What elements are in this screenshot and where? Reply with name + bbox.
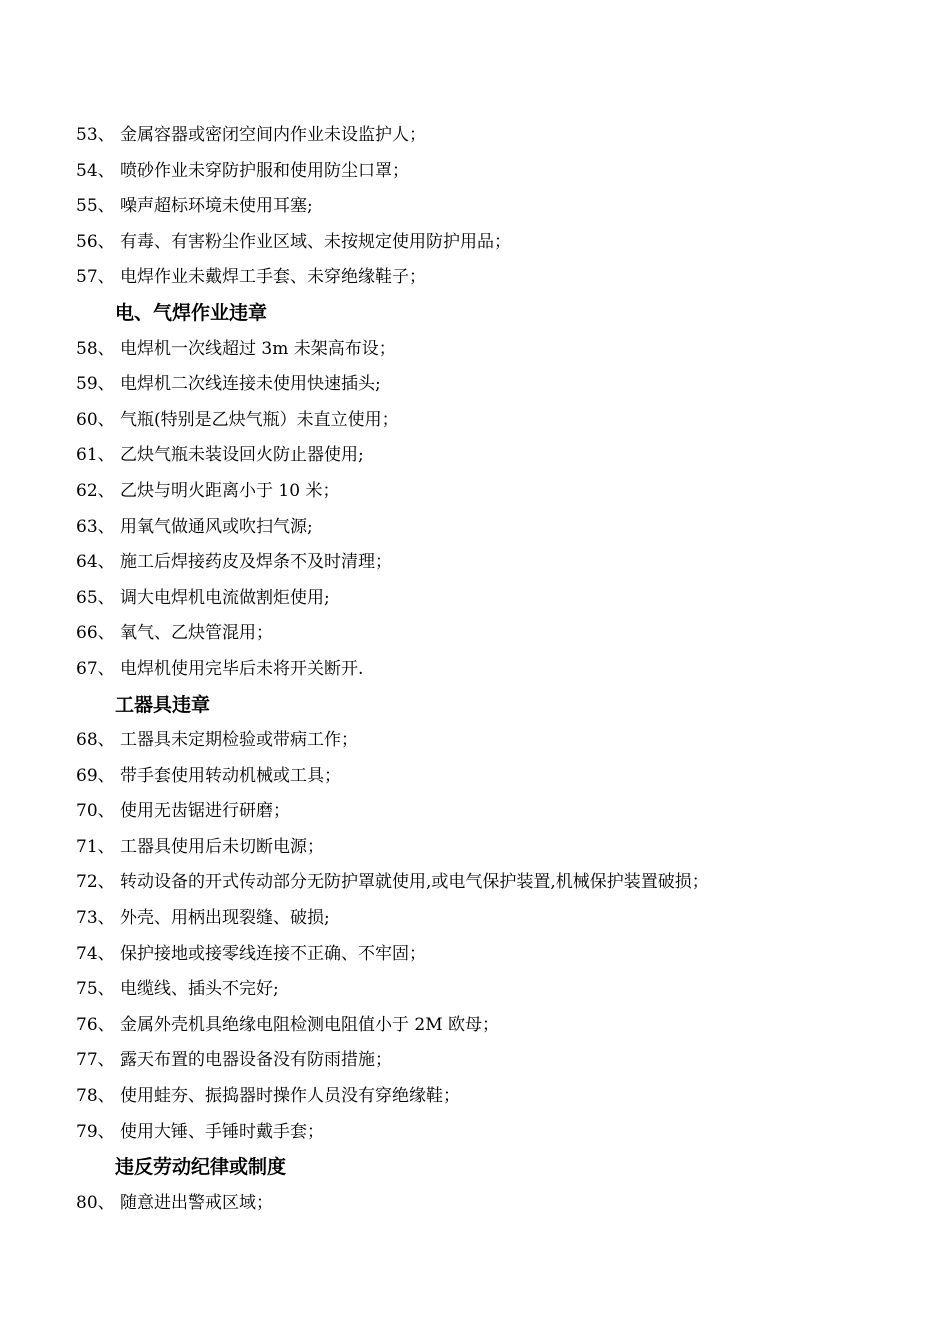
section-heading-tools: 工器具违章 xyxy=(115,693,211,716)
list-item xyxy=(0,438,950,474)
item-number: 69、 xyxy=(76,765,115,786)
list-item xyxy=(0,937,950,973)
list-item xyxy=(0,1043,950,1079)
item-text: 电焊机二次线连接未使用快速插头; xyxy=(120,374,381,395)
item-text: 外壳、用柄出现裂缝、破损; xyxy=(120,908,330,929)
list-item xyxy=(0,154,950,190)
item-number: 74、 xyxy=(76,943,115,964)
item-text: 电缆线、插头不完好; xyxy=(120,979,279,1000)
item-text: 工器具未定期检验或带病工作； xyxy=(120,730,358,751)
list-item xyxy=(0,225,950,261)
list-item xyxy=(0,118,950,154)
item-number: 73、 xyxy=(76,908,115,929)
list-item xyxy=(0,972,950,1008)
list-item xyxy=(0,1186,950,1222)
list-item xyxy=(0,759,950,795)
item-text: 随意进出警戒区域； xyxy=(120,1192,273,1213)
section-heading-discipline: 违反劳动纪律或制度 xyxy=(115,1156,287,1179)
item-number: 76、 xyxy=(76,1014,115,1035)
item-number: 65、 xyxy=(76,587,115,608)
item-number: 78、 xyxy=(76,1086,115,1107)
list-item xyxy=(0,510,950,546)
item-text: 转动设备的开式传动部分无防护罩就使用,或电气保护装置,机械保护装置破损； xyxy=(120,872,709,893)
item-number: 67、 xyxy=(76,658,115,679)
item-text: 露天布置的电器设备没有防雨措施； xyxy=(120,1050,392,1071)
item-text: 电焊机使用完毕后未将开关断开. xyxy=(120,658,364,679)
list-item xyxy=(0,1008,950,1044)
item-number: 61、 xyxy=(76,445,115,466)
item-number: 77、 xyxy=(76,1050,115,1071)
item-number: 70、 xyxy=(76,801,115,822)
item-text: 噪声超标环境未使用耳塞; xyxy=(120,196,313,217)
item-text: 金属容器或密闭空间内作业未设监护人； xyxy=(120,125,426,145)
item-number: 59、 xyxy=(76,374,115,395)
item-text: 金属外壳机具绝缘电阻检测电阻值小于 2M 欧母； xyxy=(120,1014,500,1035)
item-text: 带手套使用转动机械或工具； xyxy=(120,765,341,786)
item-number: 53、 xyxy=(76,125,115,145)
list-item xyxy=(0,1079,950,1115)
item-text: 乙炔与明火距离小于 10 米； xyxy=(120,480,340,501)
item-text: 调大电焊机电流做割炬使用; xyxy=(120,587,330,608)
list-item xyxy=(0,474,950,510)
item-text: 使用大锤、手锤时戴手套； xyxy=(120,1121,324,1142)
item-number: 54、 xyxy=(76,160,115,181)
item-number: 58、 xyxy=(76,338,115,359)
item-number: 64、 xyxy=(76,552,115,573)
list-item xyxy=(0,189,950,225)
item-number: 68、 xyxy=(76,730,115,751)
item-text: 使用蛙夯、振捣器时操作人员没有穿绝缘鞋； xyxy=(120,1086,460,1107)
item-number: 62、 xyxy=(76,480,115,501)
list-item xyxy=(0,332,950,368)
item-number: 79、 xyxy=(76,1121,115,1142)
item-number: 72、 xyxy=(76,872,115,893)
item-number: 55、 xyxy=(76,196,115,217)
item-number: 66、 xyxy=(76,623,115,644)
item-text: 电焊机一次线超过 3m 未架高布设； xyxy=(120,338,396,359)
list-item xyxy=(0,830,950,866)
item-number: 75、 xyxy=(76,979,115,1000)
list-item xyxy=(0,794,950,830)
item-number: 63、 xyxy=(76,516,115,537)
list-item xyxy=(0,367,950,403)
item-text: 喷砂作业未穿防护服和使用防尘口罩； xyxy=(120,160,409,181)
item-number: 56、 xyxy=(76,231,115,252)
item-text: 工器具使用后未切断电源； xyxy=(120,836,324,857)
list-item xyxy=(0,1115,950,1151)
item-text: 气瓶(特别是乙炔气瓶）未直立使用； xyxy=(120,409,399,430)
document-page xyxy=(0,118,950,1221)
list-item xyxy=(0,901,950,937)
list-item xyxy=(0,545,950,581)
item-number: 71、 xyxy=(76,836,115,857)
item-text: 保护接地或接零线连接不正确、不牢固； xyxy=(120,943,426,964)
list-item xyxy=(0,652,950,688)
list-item xyxy=(0,723,950,759)
item-text: 施工后焊接药皮及焊条不及时清理； xyxy=(120,552,392,573)
item-text: 有毒、有害粉尘作业区域、未按规定使用防护用品； xyxy=(120,231,511,252)
item-number: 80、 xyxy=(76,1192,115,1213)
list-item xyxy=(0,260,950,296)
item-number: 60、 xyxy=(76,409,115,430)
item-text: 乙炔气瓶未装设回火防止器使用; xyxy=(120,445,364,466)
list-item xyxy=(0,403,950,439)
list-item xyxy=(0,865,950,901)
section-heading-welding: 电、气焊作业违章 xyxy=(115,301,268,324)
item-text: 用氧气做通风或吹扫气源; xyxy=(120,516,313,537)
item-number: 57、 xyxy=(76,267,115,288)
item-text: 使用无齿锯进行研磨； xyxy=(120,801,290,822)
list-item xyxy=(0,581,950,617)
item-text: 氧气、乙炔管混用； xyxy=(120,623,273,644)
item-text: 电焊作业未戴焊工手套、未穿绝缘鞋子； xyxy=(120,267,426,288)
list-item xyxy=(0,616,950,652)
